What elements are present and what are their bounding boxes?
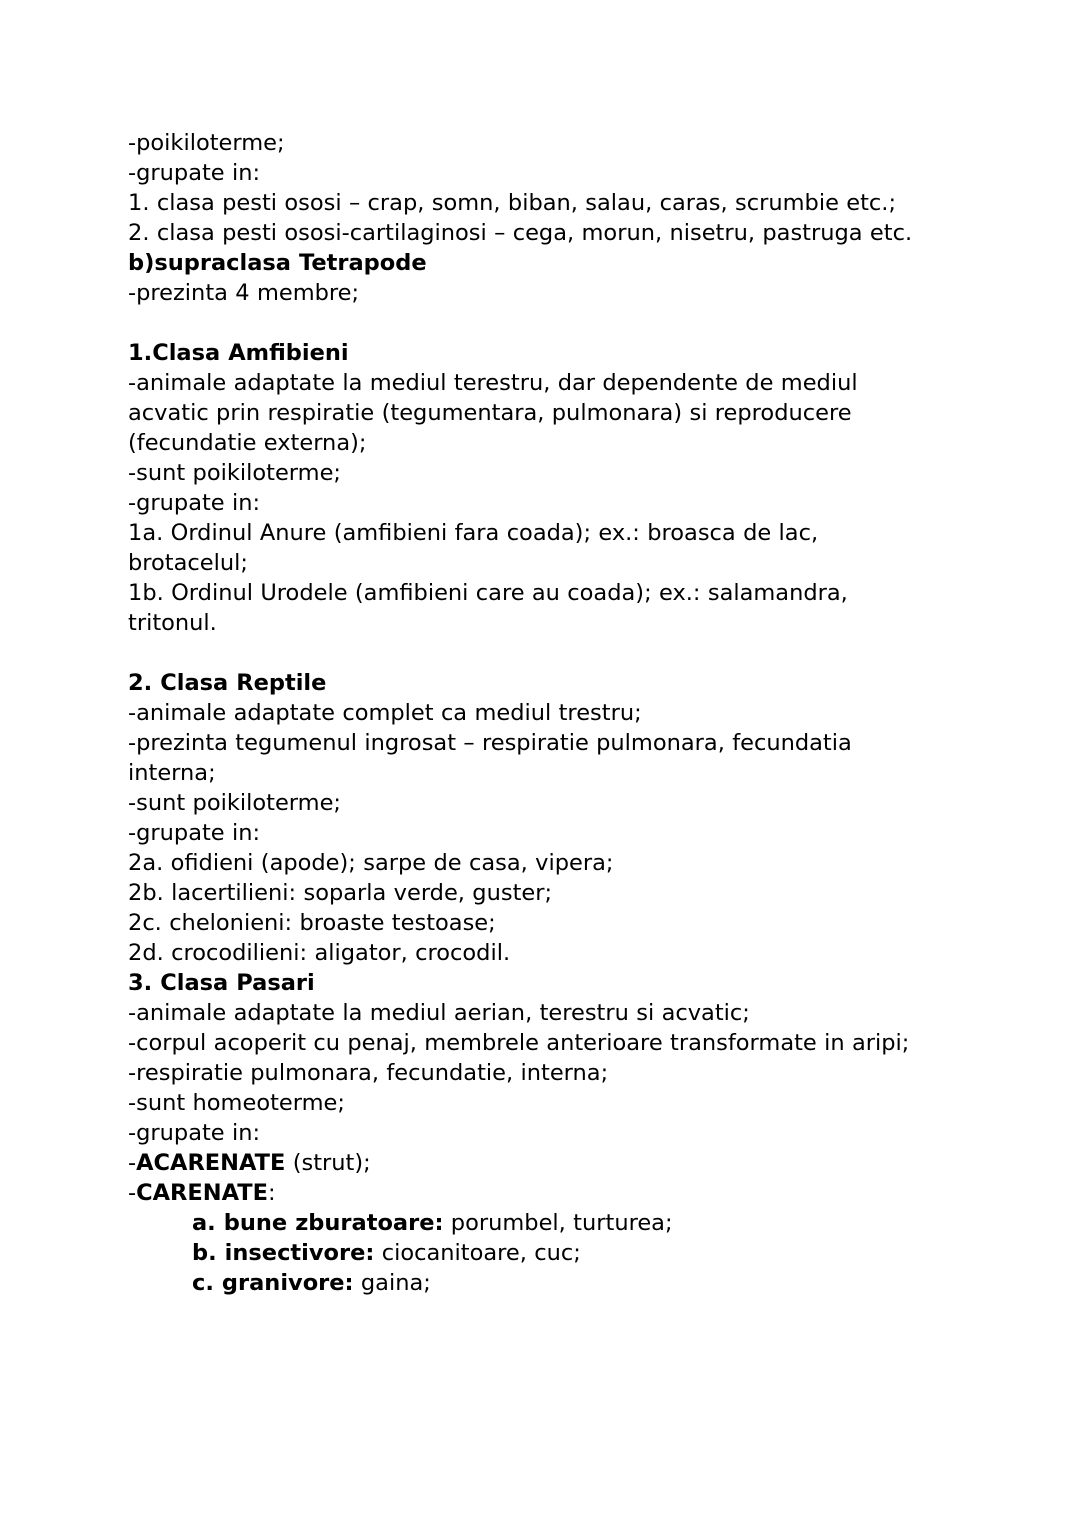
text-line: -poikiloterme; <box>128 130 285 156</box>
text-line: -prezinta tegumenul ingrosat – respiratie pulmonara, fecundatia interna; <box>128 730 852 786</box>
text-line <box>128 1268 938 1298</box>
line-bold-term: b. insectivore: <box>192 1240 375 1266</box>
line-bold-term: ACARENATE <box>136 1150 286 1176</box>
text-line: -grupate in: <box>128 160 261 186</box>
line-bold-term: CARENATE <box>136 1180 268 1206</box>
text-line: 1.Clasa Amfibieni <box>128 340 349 366</box>
text-line <box>128 1238 938 1268</box>
text-line: -grupate in: <box>128 1120 261 1146</box>
text-line: -animale adaptate la mediul terestru, dar dependente de mediul acvatic prin respiratie (tegumentara, pulmonara) si reproducere (fecundatie externa); <box>128 370 858 456</box>
line-bold-term: c. granivore: <box>192 1270 354 1296</box>
text-line: -animale adaptate complet ca mediul trestru; <box>128 700 642 726</box>
text-line: -grupate in: <box>128 820 261 846</box>
text-line: -sunt homeoterme; <box>128 1090 345 1116</box>
text-line: 2. Clasa Reptile <box>128 670 327 696</box>
text-line: b)supraclasa Tetrapode <box>128 250 427 276</box>
line-prefix: - <box>128 1180 137 1206</box>
line-suffix: (strut); <box>285 1150 371 1176</box>
text-line: -animale adaptate la mediul aerian, terestru si acvatic; <box>128 1000 750 1026</box>
blank-line <box>128 308 938 338</box>
text-line: -sunt poikiloterme; <box>128 460 341 486</box>
blank-line <box>128 638 938 668</box>
line-suffix: ciocanitoare, cuc; <box>374 1240 581 1266</box>
text-line: 2. clasa pesti ososi-cartilaginosi – cega, morun, nisetru, pastruga etc. <box>128 220 913 246</box>
text-line <box>128 1148 938 1178</box>
line-suffix: : <box>267 1180 276 1206</box>
text-line: -prezinta 4 membre; <box>128 280 360 306</box>
text-line: 2a. ofidieni (apode); sarpe de casa, vipera; <box>128 850 614 876</box>
text-line: 1. clasa pesti ososi – crap, somn, biban, salau, caras, scrumbie etc.; <box>128 190 897 216</box>
line-suffix: porumbel, turturea; <box>443 1210 673 1236</box>
document-body <box>128 128 938 1298</box>
text-line <box>128 1208 938 1238</box>
text-line: -corpul acoperit cu penaj, membrele anterioare transformate in aripi; <box>128 1030 910 1056</box>
text-line: 2b. lacertilieni: soparla verde, guster; <box>128 880 553 906</box>
text-line: 1a. Ordinul Anure (amfibieni fara coada); ex.: broasca de lac, brotacelul; <box>128 520 819 576</box>
line-suffix: gaina; <box>353 1270 431 1296</box>
text-line: 1b. Ordinul Urodele (amfibieni care au coada); ex.: salamandra, tritonul. <box>128 580 848 636</box>
text-line: 3. Clasa Pasari <box>128 970 315 996</box>
text-line: 2c. chelonieni: broaste testoase; <box>128 910 496 936</box>
text-line: -grupate in: <box>128 490 261 516</box>
text-line: -respiratie pulmonara, fecundatie, interna; <box>128 1060 609 1086</box>
line-bold-term: a. bune zburatoare: <box>192 1210 444 1236</box>
line-prefix: - <box>128 1150 137 1176</box>
text-line: 2d. crocodilieni: aligator, crocodil. <box>128 940 511 966</box>
text-line: -sunt poikiloterme; <box>128 790 341 816</box>
text-line <box>128 1178 938 1208</box>
